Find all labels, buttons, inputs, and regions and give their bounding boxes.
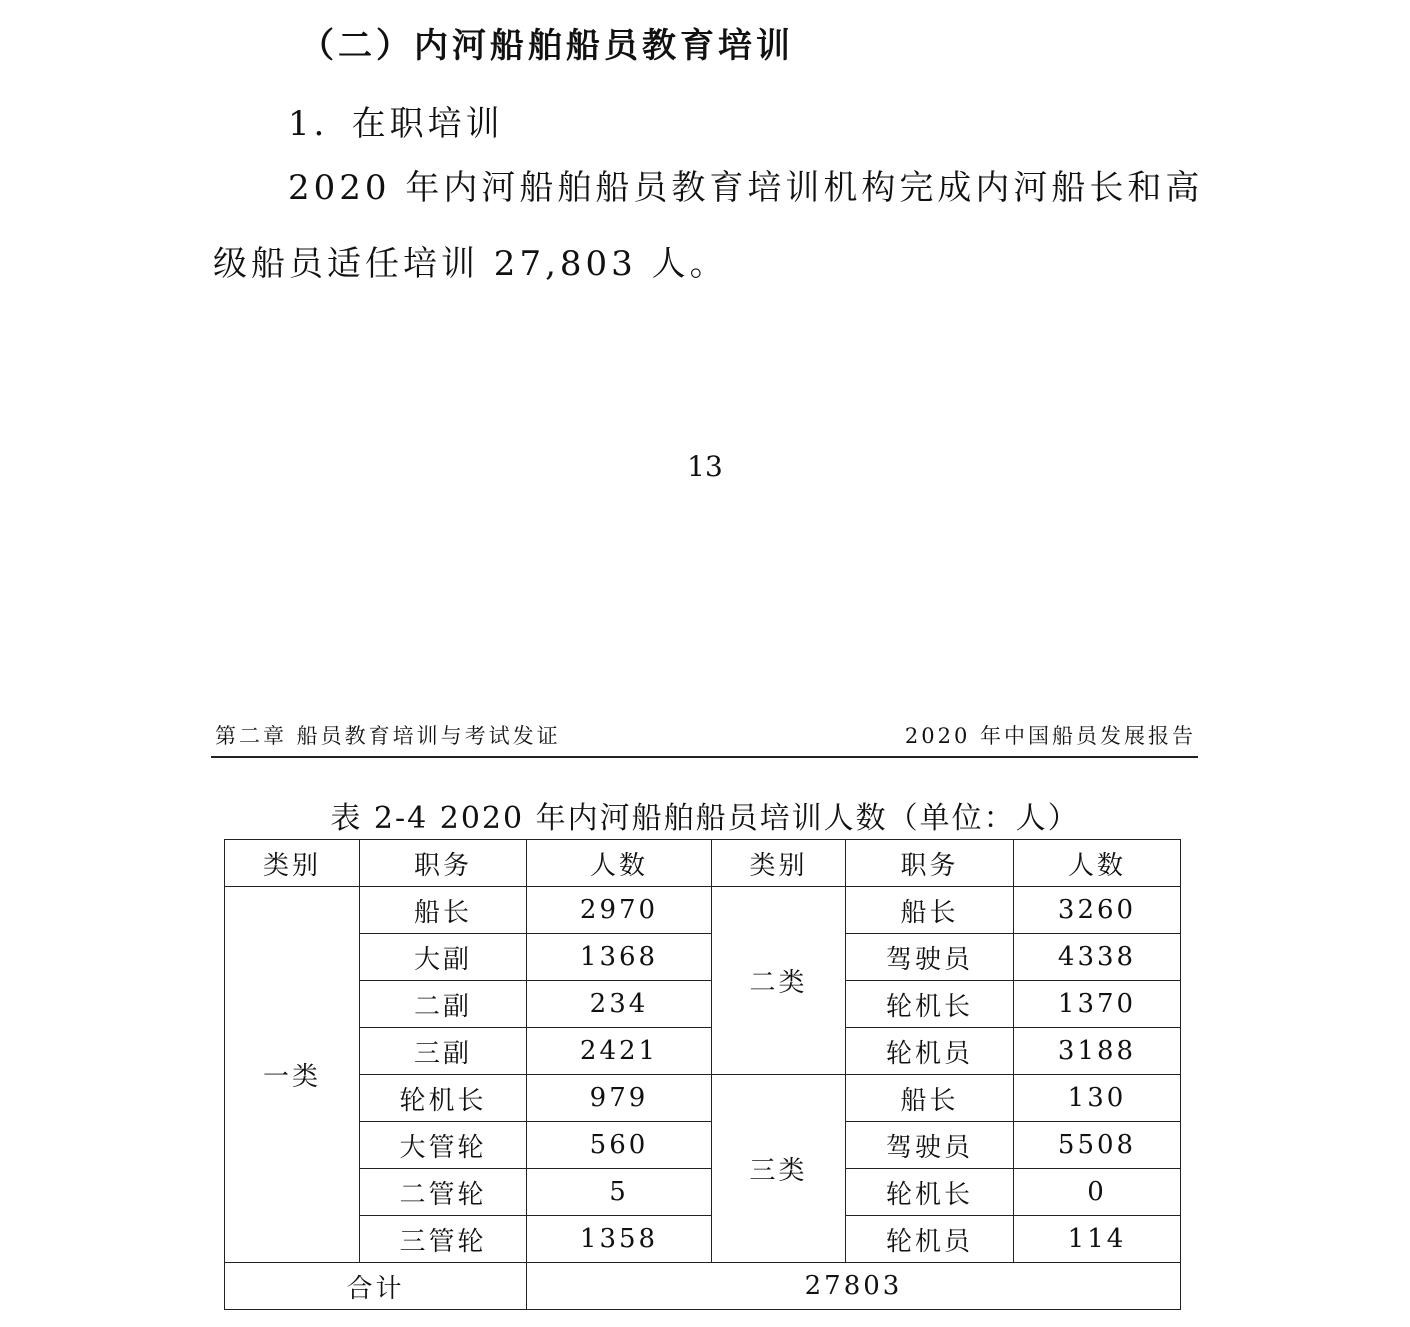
paragraph-line-1: 2020 年内河船舶船员教育培训机构完成内河船长和高 [288, 168, 1204, 208]
header-divider [211, 756, 1198, 758]
category-class-2: 二类 [712, 887, 846, 1075]
paragraph-line-2: 级船员适任培训 27,803 人。 [213, 244, 728, 284]
header-duty: 职务 [360, 840, 527, 887]
subsection-heading: 1．在职培训 [288, 104, 504, 144]
duty-cell: 船长 [360, 887, 527, 934]
duty-cell: 轮机长 [846, 1169, 1014, 1216]
table-row [225, 887, 1181, 934]
header-category: 类别 [225, 840, 360, 887]
section-heading: （二）内河船舶船员教育培训 [300, 26, 794, 66]
duty-cell: 大管轮 [360, 1122, 527, 1169]
duty-cell: 二副 [360, 981, 527, 1028]
count-cell: 979 [527, 1075, 712, 1122]
count-cell: 560 [527, 1122, 712, 1169]
count-cell: 130 [1014, 1075, 1181, 1122]
category-class-3: 三类 [712, 1075, 846, 1263]
duty-cell: 二管轮 [360, 1169, 527, 1216]
training-table-container [224, 839, 1181, 1310]
duty-cell: 三管轮 [360, 1216, 527, 1263]
count-cell: 1370 [1014, 981, 1181, 1028]
count-cell: 0 [1014, 1169, 1181, 1216]
total-value: 27803 [527, 1263, 1181, 1310]
header-duty: 职务 [846, 840, 1014, 887]
table-row [225, 1028, 1181, 1075]
count-cell: 3188 [1014, 1028, 1181, 1075]
table-total-row [225, 1263, 1181, 1310]
count-cell: 5 [527, 1169, 712, 1216]
count-cell: 2970 [527, 887, 712, 934]
training-table [224, 839, 1181, 1310]
table-caption: 表 2-4 2020 年内河船舶船员培训人数（单位：人） [330, 801, 1080, 836]
header-category: 类别 [712, 840, 846, 887]
duty-cell: 轮机长 [846, 981, 1014, 1028]
count-cell: 1368 [527, 934, 712, 981]
duty-cell: 轮机员 [846, 1028, 1014, 1075]
duty-cell: 轮机员 [846, 1216, 1014, 1263]
table-row [225, 1169, 1181, 1216]
header-count: 人数 [527, 840, 712, 887]
total-label: 合计 [225, 1263, 527, 1310]
duty-cell: 轮机长 [360, 1075, 527, 1122]
duty-cell: 驾驶员 [846, 934, 1014, 981]
page-number: 13 [687, 450, 723, 483]
count-cell: 114 [1014, 1216, 1181, 1263]
duty-cell: 三副 [360, 1028, 527, 1075]
running-header-report-title: 2020 年中国船员发展报告 [904, 724, 1196, 748]
table-row [225, 1075, 1181, 1122]
duty-cell: 船长 [846, 887, 1014, 934]
header-count: 人数 [1014, 840, 1181, 887]
count-cell: 3260 [1014, 887, 1181, 934]
count-cell: 234 [527, 981, 712, 1028]
duty-cell: 驾驶员 [846, 1122, 1014, 1169]
table-row [225, 1216, 1181, 1263]
count-cell: 2421 [527, 1028, 712, 1075]
table-row [225, 981, 1181, 1028]
table-header-row [225, 840, 1181, 887]
table-row [225, 1122, 1181, 1169]
running-header-chapter: 第二章 船员教育培训与考试发证 [215, 724, 561, 748]
count-cell: 4338 [1014, 934, 1181, 981]
count-cell: 5508 [1014, 1122, 1181, 1169]
count-cell: 1358 [527, 1216, 712, 1263]
duty-cell: 大副 [360, 934, 527, 981]
table-row [225, 934, 1181, 981]
category-class-1: 一类 [225, 887, 360, 1263]
duty-cell: 船长 [846, 1075, 1014, 1122]
